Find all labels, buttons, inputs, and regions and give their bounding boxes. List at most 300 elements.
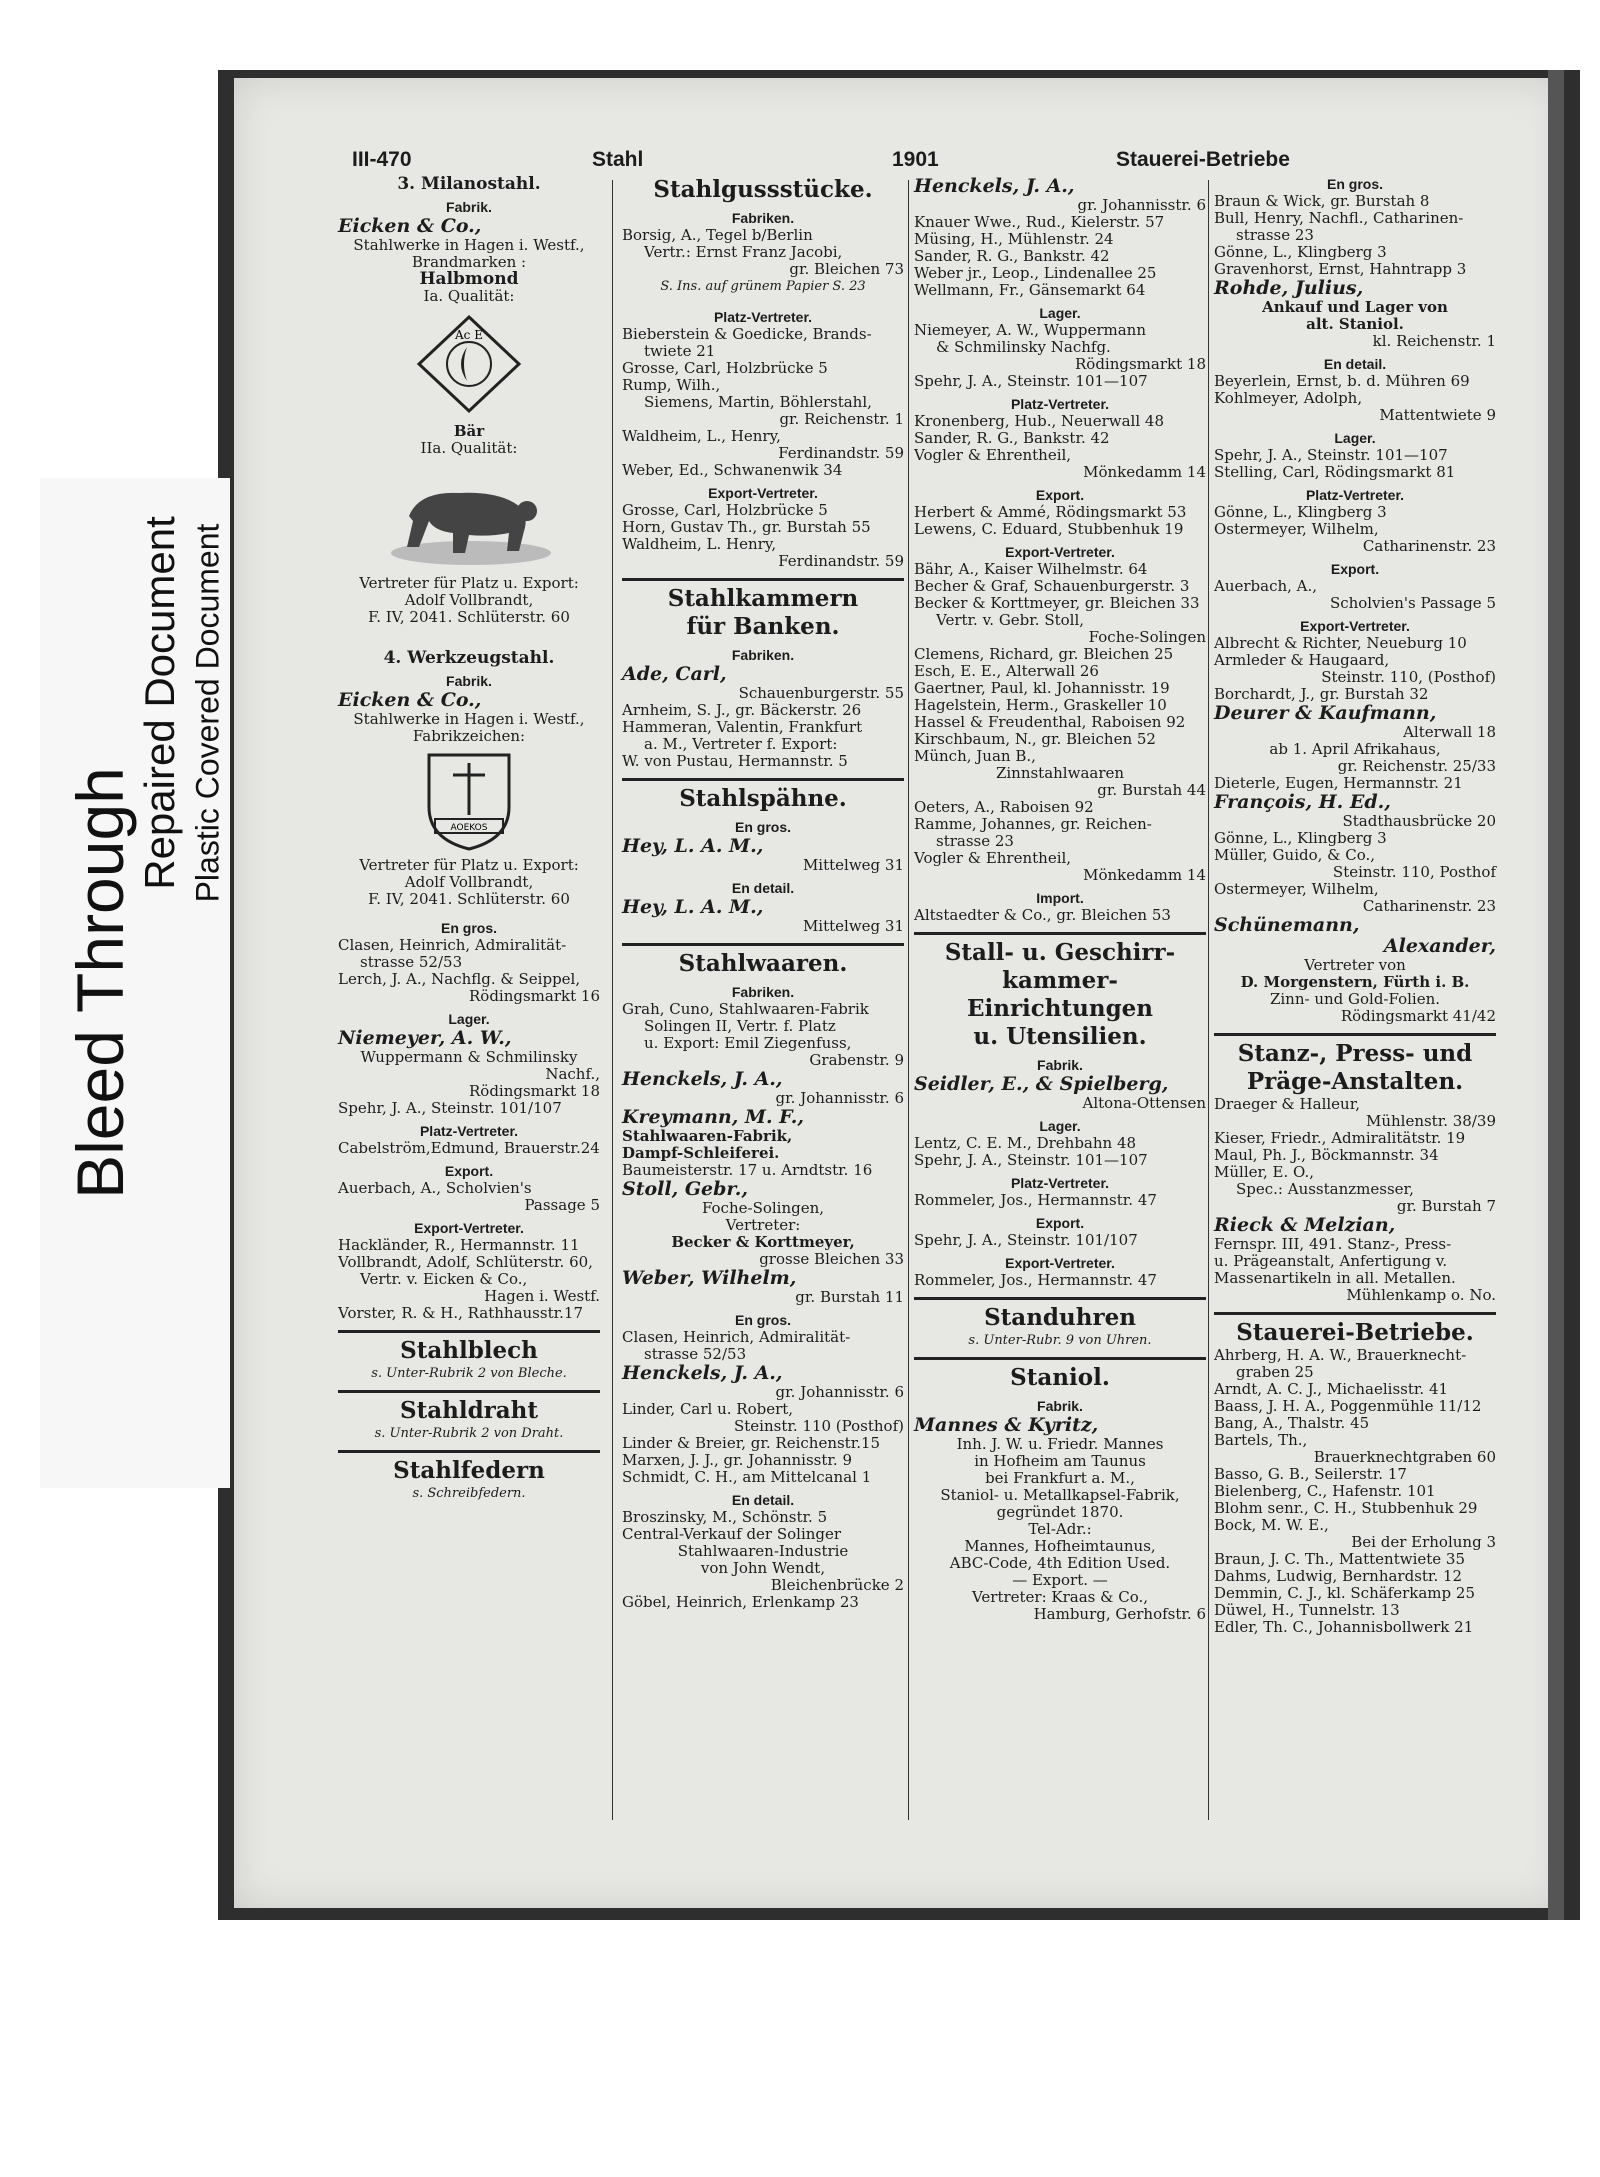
section-title: Stahlspähne.	[679, 785, 847, 812]
entry: Düwel, H., Tunnelstr. 13	[1214, 1601, 1400, 1619]
entry: Rump, Wilh.,	[622, 376, 721, 394]
side-label-panel	[40, 478, 230, 1488]
entry: Maul, Ph. J., Böckmannstr. 34	[1214, 1146, 1439, 1164]
text-line: F. IV, 2041. Schlüterstr. 60	[368, 608, 570, 626]
subheading: Export.	[1035, 1215, 1085, 1231]
entry: Ostermeyer, Wilhelm,	[1214, 880, 1379, 898]
entry: Baass, J. H. A., Poggenmühle 11/12	[1214, 1397, 1482, 1415]
entry: Vollbrandt, Adolf, Schlüterstr. 60,	[338, 1253, 593, 1271]
entry: Herbert & Ammé, Rödingsmarkt 53	[914, 503, 1187, 521]
section-rule	[914, 1297, 1206, 1300]
entry: Brauerknechtgraben 60	[1313, 1448, 1496, 1466]
section-rule	[1214, 1312, 1496, 1315]
entry: Central-Verkauf der Solinger	[622, 1525, 842, 1543]
entry: Basso, G. B., Seilerstr. 17	[1214, 1465, 1407, 1483]
entry: gr. Burstah 11	[795, 1288, 904, 1306]
entry: a. M., Vertreter f. Export:	[644, 735, 838, 753]
entry: Rödingsmarkt 16	[469, 987, 600, 1005]
header-left: Stahl	[592, 148, 644, 171]
section-title: für Banken.	[686, 613, 840, 640]
section-title: Staniol.	[1010, 1364, 1110, 1391]
entry: Hammeran, Valentin, Frankfurt	[622, 718, 863, 736]
company-name: Eicken & Co.,	[338, 215, 482, 237]
entry: Grosse, Carl, Holzbrücke 5	[622, 359, 828, 377]
entry: Müsing, H., Mühlenstr. 24	[914, 230, 1114, 248]
entry: Catharinenstr. 23	[1362, 537, 1496, 555]
entry: Ramme, Johannes, gr. Reichen-	[914, 815, 1152, 833]
header-right: Stauerei-Betriebe	[1116, 148, 1290, 171]
section-rule	[914, 932, 1206, 935]
entry: Knauer Wwe., Rud., Kielerstr. 57	[914, 213, 1165, 231]
section-title: Stanz-, Press- und	[1237, 1040, 1473, 1067]
entry: Borsig, A., Tegel b/Berlin	[622, 226, 813, 244]
text-line: Adolf Vollbrandt,	[404, 591, 534, 609]
entry: Kronenberg, Hub., Neuerwall 48	[914, 412, 1164, 430]
subheading: Export-Vertreter.	[414, 1220, 524, 1236]
subheading: Fabrik.	[1037, 1398, 1083, 1414]
subheading: Platz-Vertreter.	[1010, 396, 1110, 412]
company-name: Rieck & Melzian,	[1214, 1214, 1396, 1236]
shield-logo	[421, 749, 517, 853]
section-title: Standuhren	[984, 1304, 1136, 1331]
header-year: 1901	[892, 148, 939, 171]
section-heading: 4. Werkzeugstahl.	[383, 648, 555, 668]
entry: Bei der Erholung 3	[1351, 1533, 1496, 1551]
section-rule	[338, 1330, 600, 1333]
company-name: Hey, L. A. M.,	[622, 835, 764, 857]
entry: Rödingsmarkt 41/42	[1340, 1007, 1496, 1025]
entry: Mühlenkamp o. No.	[1346, 1286, 1496, 1304]
entry: in Hofheim am Taunus	[974, 1452, 1146, 1470]
entry: gr. Johannisstr. 6	[775, 1089, 904, 1107]
section-heading: 3. Milanostahl.	[397, 174, 541, 194]
entry: Linder & Breier, gr. Reichenstr.15	[622, 1434, 881, 1452]
subheading: Export-Vertreter.	[1005, 544, 1115, 560]
entry: Clasen, Heinrich, Admiralität-	[622, 1328, 851, 1346]
section-rule	[622, 578, 904, 581]
entry: Ankauf und Lager von	[1262, 298, 1448, 316]
subheading: Fabriken.	[731, 210, 795, 226]
cross-reference: s. Schreibfedern.	[412, 1486, 526, 1501]
entry: Albrecht & Richter, Neueburg 10	[1214, 634, 1467, 652]
entry: gr. Bleichen 73	[789, 260, 904, 278]
entry: Dahms, Ludwig, Bernhardstr. 12	[1214, 1567, 1463, 1585]
section-rule	[338, 1390, 600, 1393]
entry: Hagen i. Westf.	[484, 1287, 600, 1305]
entry: Auerbach, A.,	[1214, 577, 1318, 595]
entry: Scholvien's Passage 5	[1329, 594, 1496, 612]
company-name: Deurer & Kaufmann,	[1214, 702, 1437, 724]
entry: Becher & Graf, Schauenburgerstr. 3	[914, 577, 1190, 595]
section-rule	[622, 778, 904, 781]
entry: Lerch, J. A., Nachflg. & Seippel,	[338, 970, 581, 988]
logo-text: AOEKOS	[450, 823, 488, 833]
entry: Lewens, C. Eduard, Stubbenhuk 19	[914, 520, 1184, 538]
page-number: III-470	[352, 148, 412, 171]
text-line: Ia. Qualität:	[423, 287, 515, 305]
column-rule	[612, 180, 613, 1820]
entry: Massenartikeln in all. Metallen.	[1214, 1269, 1456, 1287]
page-edge	[1548, 70, 1564, 1920]
company-name: Rohde, Julius,	[1214, 277, 1364, 299]
cross-reference: s. Unter-Rubrik 2 von Bleche.	[371, 1366, 567, 1381]
entry: Vertr. v. Gebr. Stoll,	[936, 611, 1085, 629]
subheading: Export-Vertreter.	[1005, 1255, 1115, 1271]
company-name: Kreymann, M. F.,	[622, 1106, 804, 1128]
entry: Schauenburgerstr. 55	[738, 684, 904, 702]
entry: Vertreter: Kraas & Co.,	[971, 1588, 1149, 1606]
entry: Braun & Wick, gr. Burstah 8	[1214, 192, 1430, 210]
entry: Dieterle, Eugen, Hermannstr. 21	[1214, 774, 1463, 792]
column-2	[622, 176, 904, 2097]
entry: gr. Reichenstr. 1	[779, 410, 904, 428]
entry: Göbel, Heinrich, Erlenkamp 23	[622, 1593, 859, 1611]
entry: Vertr.: Ernst Franz Jacobi,	[644, 243, 843, 261]
entry: Braun, J. C. Th., Mattentwiete 35	[1214, 1550, 1466, 1568]
entry: Borchardt, J., gr. Burstah 32	[1214, 685, 1429, 703]
entry: Steinstr. 110, Posthof	[1332, 863, 1496, 881]
entry: bei Frankfurt a. M.,	[985, 1469, 1135, 1487]
entry: Mönkedamm 14	[1083, 866, 1206, 884]
subheading: Export.	[1035, 487, 1085, 503]
entry: Schmidt, C. H., am Mittelcanal 1	[622, 1468, 872, 1486]
entry: Hackländer, R., Hermannstr. 11	[338, 1236, 580, 1254]
entry: Ferdinandstr. 59	[778, 444, 904, 462]
entry: u. Export: Emil Ziegenfuss,	[644, 1034, 852, 1052]
entry: Wellmann, Fr., Gänsemarkt 64	[914, 281, 1146, 299]
entry: Foche-Solingen	[1088, 628, 1206, 646]
entry: Becker & Korttmeyer, gr. Bleichen 33	[914, 594, 1200, 612]
entry: Weber, Ed., Schwanenwik 34	[622, 461, 843, 479]
section-title: Präge-Anstalten.	[1246, 1068, 1464, 1095]
entry: Zinn- und Gold-Folien.	[1269, 990, 1441, 1008]
entry: graben 25	[1236, 1363, 1314, 1381]
entry: Grosse, Carl, Holzbrücke 5	[622, 501, 828, 519]
entry: Blohm senr., C. H., Stubbenhuk 29	[1214, 1499, 1478, 1517]
entry: Kieser, Friedr., Admiralitätstr. 19	[1214, 1129, 1466, 1147]
entry: Auerbach, A., Scholvien's	[338, 1179, 532, 1197]
subheading: Fabriken.	[731, 984, 795, 1000]
subheading: En detail.	[731, 1492, 795, 1508]
entry: Catharinenstr. 23	[1362, 897, 1496, 915]
section-title: Stauerei-Betriebe.	[1236, 1319, 1474, 1346]
text-line: Stahlwerke in Hagen i. Westf.,	[353, 710, 585, 728]
entry: Spehr, J. A., Steinstr. 101/107	[914, 1231, 1138, 1249]
section-title: Einrichtungen	[966, 995, 1154, 1022]
entry: alt. Staniol.	[1306, 315, 1404, 333]
bear-illustration	[379, 461, 559, 571]
text-line: Adolf Vollbrandt,	[404, 873, 534, 891]
entry: D. Morgenstern, Fürth i. B.	[1240, 973, 1470, 991]
entry: Siemens, Martin, Böhlerstahl,	[644, 393, 872, 411]
entry: u. Prägeanstalt, Anfertigung v.	[1214, 1252, 1448, 1270]
entry: Gönne, L., Klingberg 3	[1214, 829, 1387, 847]
entry: Vertreter von	[1304, 956, 1406, 974]
entry: Bartels, Th.,	[1214, 1431, 1308, 1449]
entry: Gaertner, Paul, kl. Johannisstr. 19	[914, 679, 1170, 697]
entry: Dampf-Schleiferei.	[622, 1144, 780, 1162]
column-3	[914, 176, 1206, 2097]
entry: Mannes, Hofheimtaunus,	[964, 1537, 1156, 1555]
entry: Steinstr. 110, (Posthof)	[1321, 668, 1496, 686]
column-1	[338, 176, 600, 2097]
entry: Arndt, A. C. J., Michaelisstr. 41	[1214, 1380, 1449, 1398]
brand-name: Halbmond	[419, 269, 519, 289]
entry: Beyerlein, Ernst, b. d. Mühren 69	[1214, 372, 1470, 390]
entry: Gönne, L., Klingberg 3	[1214, 503, 1387, 521]
halbmond-logo	[409, 309, 529, 419]
subheading: En gros.	[1326, 176, 1383, 192]
company-name: Alexander,	[1383, 935, 1496, 957]
entry: Vogler & Ehrentheil,	[914, 446, 1072, 464]
entry: strasse 23	[936, 832, 1014, 850]
entry: Niemeyer, A. W., Wuppermann	[914, 321, 1146, 339]
entry: strasse 23	[1236, 226, 1314, 244]
entry: Ferdinandstr. 59	[778, 552, 904, 570]
column-rule	[908, 180, 909, 1820]
entry: Sander, R. G., Bankstr. 42	[914, 429, 1110, 447]
subheading: Fabrik.	[446, 673, 492, 689]
section-rule	[1214, 1033, 1496, 1036]
entry: — Export. —	[1012, 1571, 1108, 1589]
entry: Kirschbaum, N., gr. Bleichen 52	[914, 730, 1156, 748]
subheading: Fabrik.	[1037, 1057, 1083, 1073]
entry: Bang, A., Thalstr. 45	[1214, 1414, 1370, 1432]
cross-reference: s. Unter-Rubr. 9 von Uhren.	[968, 1333, 1152, 1348]
entry: Müller, Guido, & Co.,	[1214, 846, 1376, 864]
entry: Clasen, Heinrich, Admiralität-	[338, 936, 567, 954]
entry: kl. Reichenstr. 1	[1372, 332, 1496, 350]
entry: Hamburg, Gerhofstr. 6	[1033, 1605, 1206, 1623]
subheading: Lager.	[448, 1011, 490, 1027]
entry: Becker & Korttmeyer,	[671, 1233, 855, 1251]
subheading: Export-Vertreter.	[1300, 618, 1410, 634]
entry: Rommeler, Jos., Hermannstr. 47	[914, 1271, 1157, 1289]
logo-text: Ac E	[455, 328, 483, 342]
entry: strasse 52/53	[360, 953, 463, 971]
subheading: Platz-Vertreter.	[1305, 487, 1405, 503]
entry: Ahrberg, H. A. W., Brauerknecht-	[1214, 1346, 1467, 1364]
cross-reference: s. Unter-Rubrik 2 von Draht.	[374, 1426, 564, 1441]
section-title: Stahlblech	[400, 1337, 538, 1364]
entry: & Schmilinsky Nachfg.	[936, 338, 1111, 356]
entry: Inh. J. W. u. Friedr. Mannes	[956, 1435, 1164, 1453]
entry: Staniol- u. Metallkapsel-Fabrik,	[940, 1486, 1180, 1504]
subheading: En detail.	[1323, 356, 1387, 372]
entry: Fernspr. III, 491. Stanz-, Press-	[1214, 1235, 1452, 1253]
subheading: En detail.	[731, 880, 795, 896]
entry: gr. Reichenstr. 25/33	[1337, 757, 1496, 775]
subheading: En gros.	[734, 1312, 791, 1328]
entry: Passage 5	[524, 1196, 600, 1214]
entry: Kohlmeyer, Adolph,	[1214, 389, 1363, 407]
section-title: u. Utensilien.	[973, 1023, 1147, 1050]
entry: Spec.: Ausstanzmesser,	[1236, 1180, 1414, 1198]
entry: Müller, E. O.,	[1214, 1163, 1314, 1181]
section-title: Stall- u. Geschirr-	[944, 939, 1176, 966]
brand-name: Bär	[453, 422, 485, 440]
entry: Altstaedter & Co., gr. Bleichen 53	[914, 906, 1171, 924]
entry: von John Wendt,	[700, 1559, 826, 1577]
entry: ABC-Code, 4th Edition Used.	[949, 1554, 1171, 1572]
entry: Spehr, J. A., Steinstr. 101—107	[1214, 446, 1448, 464]
entry: Rommeler, Jos., Hermannstr. 47	[914, 1191, 1157, 1209]
entry: Arnheim, S. J., gr. Bäckerstr. 26	[622, 701, 862, 719]
subheading: Lager.	[1334, 430, 1376, 446]
column-rule	[1208, 180, 1209, 1820]
entry: Baumeisterstr. 17 u. Arndtstr. 16	[622, 1161, 873, 1179]
entry: Draeger & Halleur,	[1214, 1095, 1361, 1113]
section-title: Stahlgussstücke.	[653, 176, 873, 203]
entry: Hassel & Freudenthal, Raboisen 92	[914, 713, 1186, 731]
subheading: En gros.	[440, 920, 497, 936]
entry: Tel-Adr.:	[1028, 1520, 1092, 1538]
company-name: Niemeyer, A. W.,	[338, 1027, 512, 1049]
entry: Broszinsky, M., Schönstr. 5	[622, 1508, 828, 1526]
text-line: Vertreter für Platz u. Export:	[359, 574, 579, 592]
text-line: F. IV, 2041. Schlüterstr. 60	[368, 890, 570, 908]
company-name: Henckels, J. A.,	[914, 175, 1075, 197]
entry: Oeters, A., Raboisen 92	[914, 798, 1094, 816]
subheading: Platz-Vertreter.	[419, 1123, 519, 1139]
entry: Demmin, C. J., kl. Schäferkamp 25	[1214, 1584, 1475, 1602]
cross-reference: S. Ins. auf grünem Papier S. 23	[660, 279, 866, 294]
entry: Mittelweg 31	[802, 917, 904, 935]
entry: Stahlwaaren-Fabrik,	[622, 1127, 793, 1145]
subheading: Lager.	[1039, 305, 1081, 321]
column-4	[1214, 176, 1496, 2097]
label-bleed-through: Bleed Through	[63, 767, 137, 1199]
subheading: Export.	[444, 1163, 494, 1179]
entry: Hagelstein, Herm., Graskeller 10	[914, 696, 1167, 714]
entry: Foche-Solingen,	[701, 1199, 825, 1217]
entry: Münch, Juan B.,	[914, 747, 1036, 765]
entry: Grabenstr. 9	[809, 1051, 904, 1069]
entry: Stelling, Carl, Rödingsmarkt 81	[1214, 463, 1456, 481]
company-name: Stoll, Gebr.,	[622, 1178, 748, 1200]
text-line: Vertreter für Platz u. Export:	[359, 856, 579, 874]
entry: Waldheim, L. Henry,	[622, 535, 777, 553]
company-name: Weber, Wilhelm,	[622, 1267, 797, 1289]
entry: Vertreter:	[725, 1216, 801, 1234]
entry: Steinstr. 110 (Posthof)	[733, 1417, 904, 1435]
entry: Zinnstahlwaaren	[995, 764, 1125, 782]
entry: gr. Johannisstr. 6	[775, 1383, 904, 1401]
entry: Linder, Carl u. Robert,	[622, 1400, 794, 1418]
entry: Spehr, J. A., Steinstr. 101/107	[338, 1099, 562, 1117]
entry: gegründet 1870.	[996, 1503, 1124, 1521]
entry: gr. Burstah 44	[1097, 781, 1206, 799]
company-name: Henckels, J. A.,	[622, 1068, 783, 1090]
section-rule	[338, 1450, 600, 1453]
entry: Rödingsmarkt 18	[1075, 355, 1206, 373]
section-title: Stahlfedern	[393, 1457, 545, 1484]
subheading: Export.	[1330, 561, 1380, 577]
subheading: Platz-Vertreter.	[713, 309, 813, 325]
entry: Mönkedamm 14	[1083, 463, 1206, 481]
entry: gr. Burstah 7	[1396, 1197, 1496, 1215]
entry: Bull, Henry, Nachfl., Catharinen-	[1214, 209, 1464, 227]
entry: Bielenberg, C., Hafenstr. 101	[1214, 1482, 1436, 1500]
subheading: Fabriken.	[731, 647, 795, 663]
section-title: Stahlwaaren.	[678, 950, 848, 977]
entry: Alterwall 18	[1403, 723, 1496, 741]
entry: Mattentwiete 9	[1379, 406, 1496, 424]
section-title: Stahlkammern	[667, 585, 859, 612]
subheading: En gros.	[734, 819, 791, 835]
subheading: Lager.	[1039, 1118, 1081, 1134]
subheading: Import.	[1036, 890, 1084, 906]
entry: Bähr, A., Kaiser Wilhelmstr. 64	[914, 560, 1148, 578]
entry: Stadthausbrücke 20	[1342, 812, 1496, 830]
entry: twiete 21	[644, 342, 716, 360]
entry: Nachf.,	[545, 1065, 600, 1083]
entry: Bieberstein & Goedicke, Brands-	[622, 325, 872, 343]
company-name: François, H. Ed.,	[1214, 791, 1391, 813]
section-rule	[622, 943, 904, 946]
entry: Armleder & Haugaard,	[1214, 651, 1390, 669]
entry: Bleichenbrücke 2	[770, 1576, 904, 1594]
entry: Vogler & Ehrentheil,	[914, 849, 1072, 867]
entry: Lentz, C. E. M., Drehbahn 48	[914, 1134, 1137, 1152]
entry: Stahlwaaren-Industrie	[677, 1542, 849, 1560]
label-repaired-document: Repaired Document	[136, 516, 183, 890]
entry: grosse Bleichen 33	[759, 1250, 904, 1268]
company-name: Schünemann,	[1214, 914, 1360, 936]
entry: Gönne, L., Klingberg 3	[1214, 243, 1387, 261]
entry: Marxen, J. J., gr. Johannisstr. 9	[622, 1451, 852, 1469]
entry: Horn, Gustav Th., gr. Burstah 55	[622, 518, 871, 536]
entry: Mittelweg 31	[802, 856, 904, 874]
entry: ab 1. April Afrikahaus,	[1269, 740, 1441, 758]
entry: Spehr, J. A., Steinstr. 101—107	[914, 1151, 1148, 1169]
entry: Clemens, Richard, gr. Bleichen 25	[914, 645, 1174, 663]
entry: Bock, M. W. E.,	[1214, 1516, 1329, 1534]
entry: Vertr. v. Eicken & Co.,	[360, 1270, 528, 1288]
company-name: Mannes & Kyritz,	[914, 1414, 1099, 1436]
entry: W. von Pustau, Hermannstr. 5	[622, 752, 848, 770]
entry: Solingen II, Vertr. f. Platz	[644, 1017, 836, 1035]
text-line: Brandmarken :	[411, 253, 527, 271]
entry: Waldheim, L., Henry,	[622, 427, 781, 445]
entry: Gravenhorst, Ernst, Hahntrapp 3	[1214, 260, 1467, 278]
entry: Mühlenstr. 38/39	[1365, 1112, 1496, 1130]
entry: Grah, Cuno, Stahlwaaren-Fabrik	[622, 1000, 869, 1018]
section-rule	[914, 1357, 1206, 1360]
entry: Ostermeyer, Wilhelm,	[1214, 520, 1379, 538]
entry: Esch, E. E., Alterwall 26	[914, 662, 1099, 680]
entry: Weber jr., Leop., Lindenallee 25	[914, 264, 1157, 282]
text-line: Stahlwerke in Hagen i. Westf.,	[353, 236, 585, 254]
company-name: Hey, L. A. M.,	[622, 896, 764, 918]
entry: Edler, Th. C., Johannisbollwerk 21	[1214, 1618, 1474, 1636]
entry: Wuppermann & Schmilinsky	[360, 1048, 578, 1066]
company-name: Henckels, J. A.,	[622, 1362, 783, 1384]
entry: strasse 52/53	[644, 1345, 747, 1363]
company-name: Seidler, E., & Spielberg,	[914, 1073, 1169, 1095]
section-title: Stahldraht	[399, 1397, 539, 1424]
entry: gr. Johannisstr. 6	[1077, 196, 1206, 214]
subheading: Export-Vertreter.	[708, 485, 818, 501]
entry: Vorster, R. & H., Rathhausstr.17	[338, 1304, 583, 1322]
text-line: IIa. Qualität:	[420, 439, 518, 457]
label-plastic-covered: Plastic Covered Document	[189, 523, 226, 903]
entry: Spehr, J. A., Steinstr. 101—107	[914, 372, 1148, 390]
entry: Rödingsmarkt 18	[469, 1082, 600, 1100]
company-name: Eicken & Co.,	[338, 689, 482, 711]
entry: Cabelström,Edmund, Brauerstr.24	[338, 1139, 600, 1157]
section-title: kammer-	[1002, 967, 1118, 994]
